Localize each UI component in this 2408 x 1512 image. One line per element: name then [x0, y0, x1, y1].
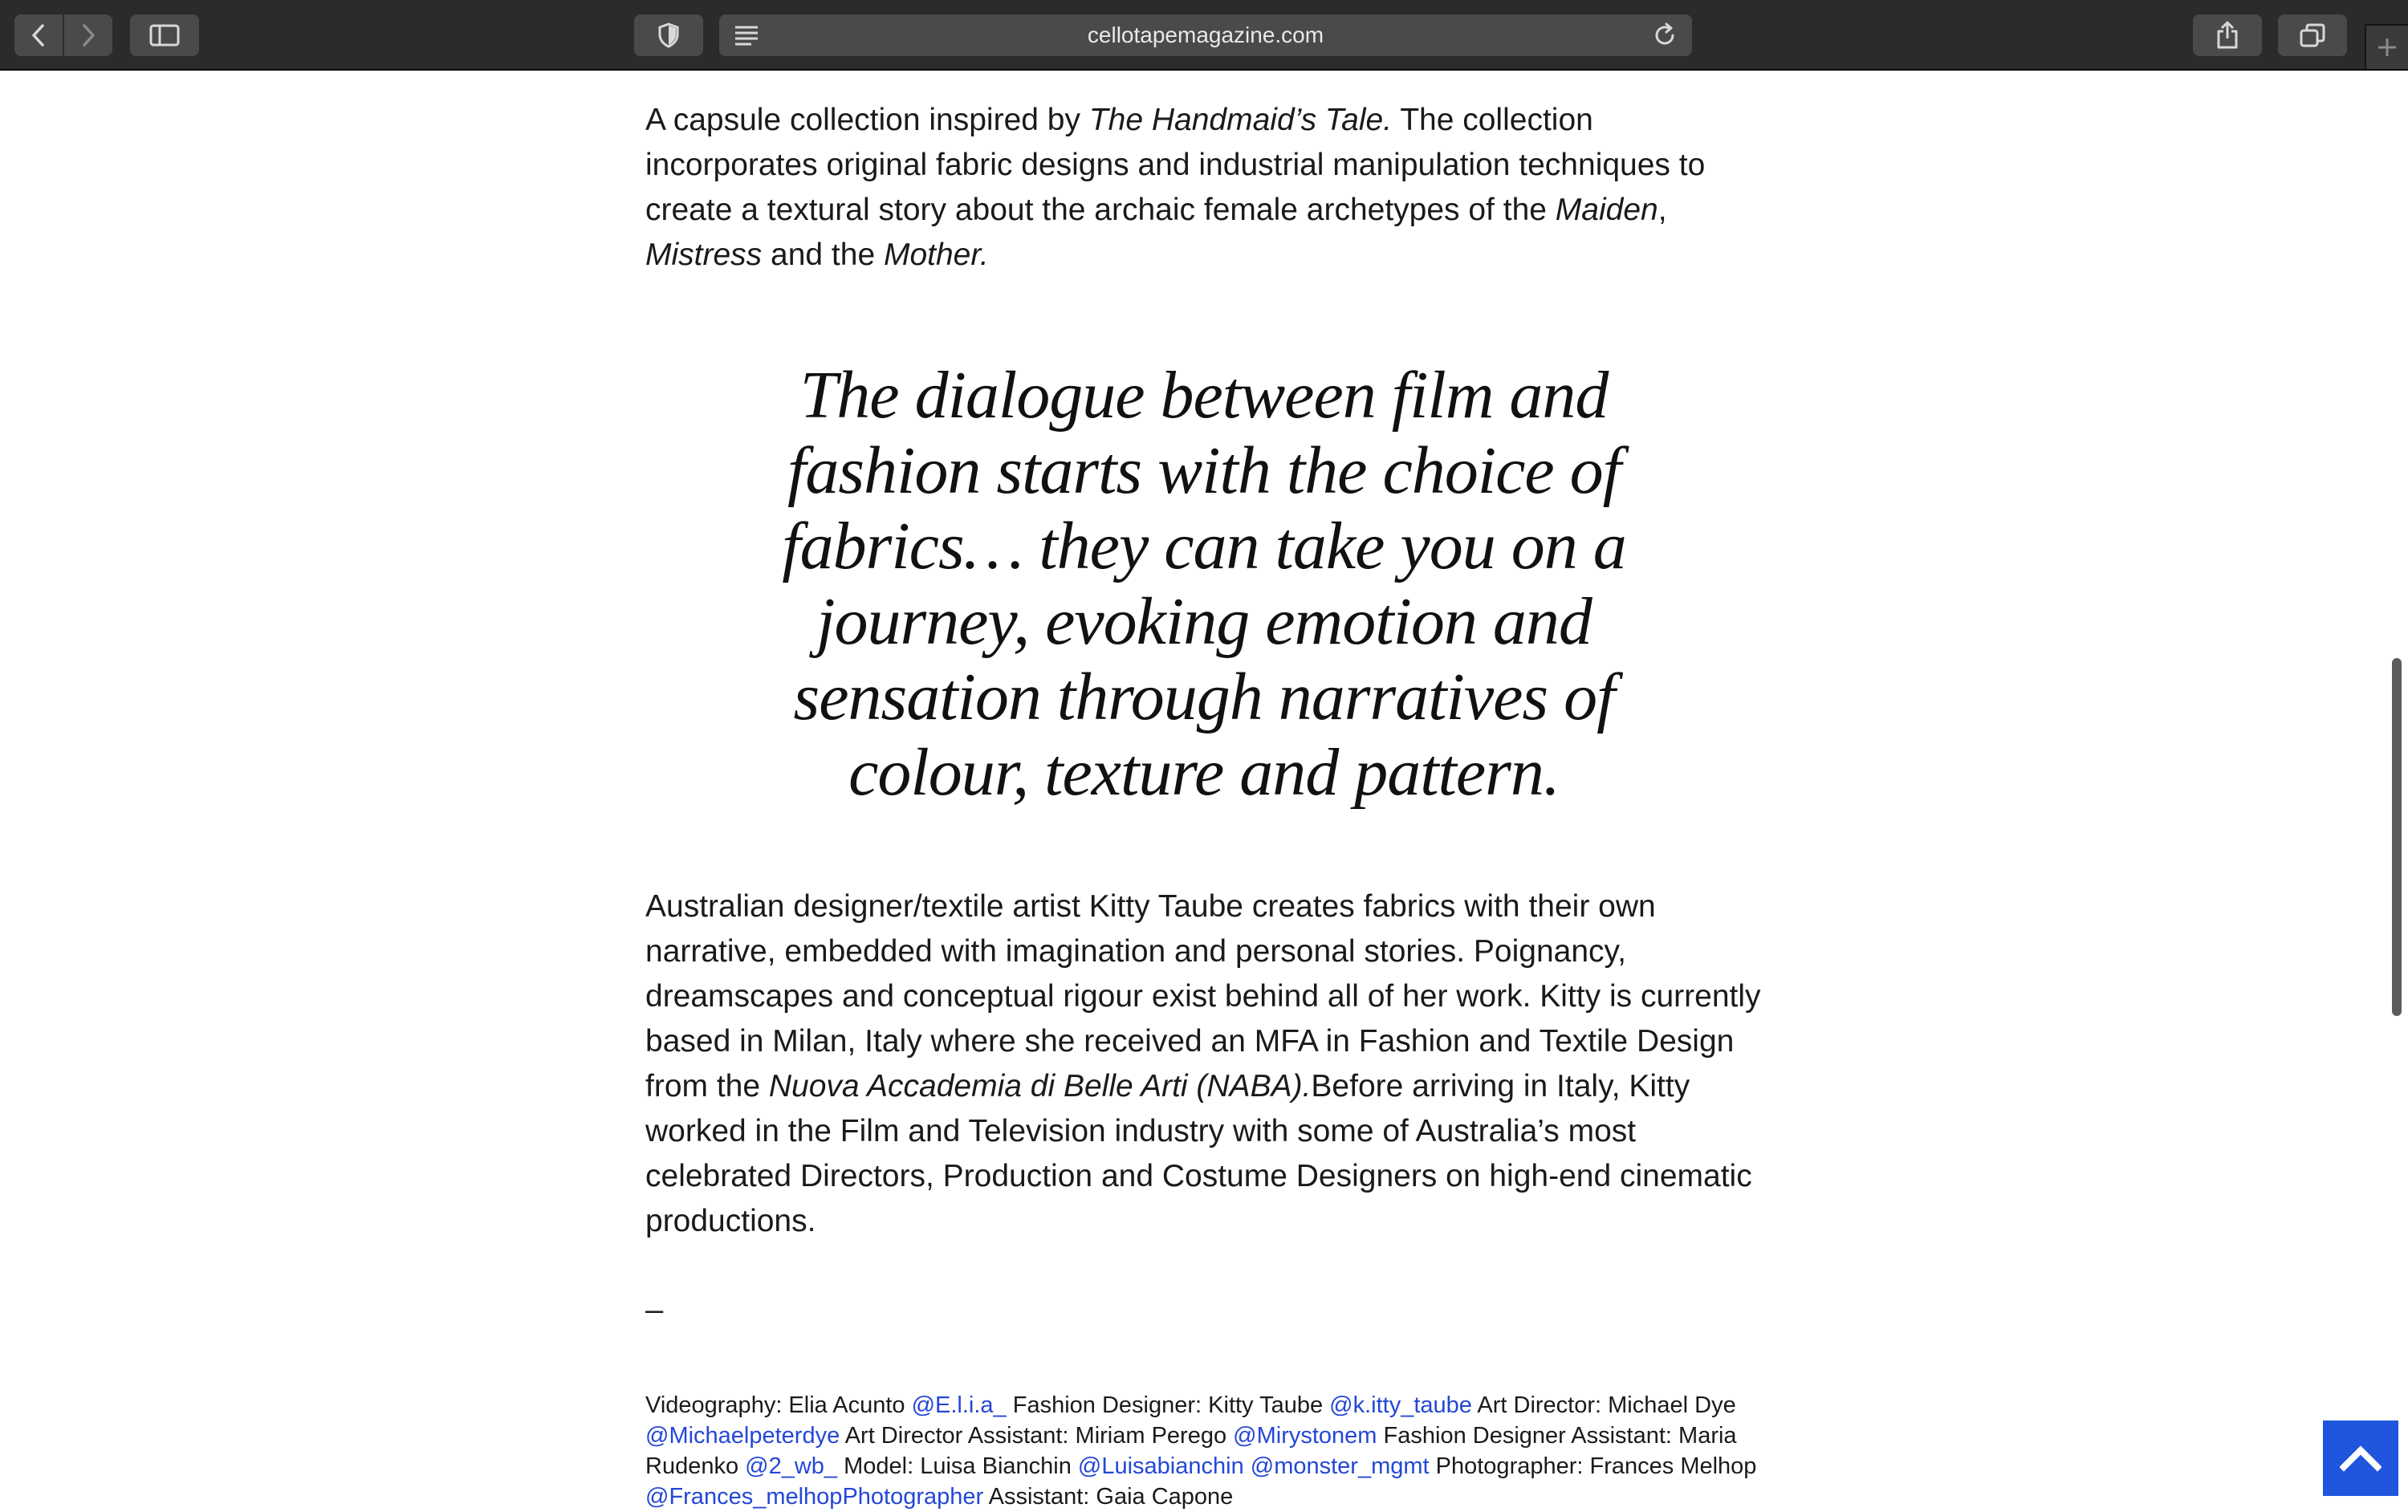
- chevron-right-icon: [79, 23, 97, 47]
- scrollbar-thumb[interactable]: [2392, 658, 2402, 1016]
- address-url[interactable]: cellotapemagazine.com: [1087, 22, 1324, 47]
- credit-link-agency[interactable]: @monster_mgmt: [1250, 1453, 1430, 1479]
- credit-link-designer[interactable]: @k.itty_taube: [1329, 1392, 1472, 1418]
- chevron-up-icon: [2340, 1445, 2382, 1472]
- pull-quote: The dialogue between film and fashion starts with the choice of fabrics… they can take you on a journey, evoking emotion and sensation through narratives of colour, texture and pattern.: [782, 358, 1626, 810]
- credit-text: [1244, 1453, 1251, 1479]
- credit-link-model[interactable]: @Luisabianchin: [1077, 1453, 1244, 1479]
- address-bar[interactable]: [719, 14, 1692, 56]
- credit-link-art-director[interactable]: @Michaelpeterdye: [645, 1423, 840, 1449]
- credit-text: Art Director: Michael Dye: [1471, 1392, 1736, 1418]
- chevron-left-icon: [30, 23, 47, 47]
- credits-paragraph: [645, 1390, 1769, 1512]
- school-name: Nuova Accademia di Belle Arti (NABA).: [768, 1069, 1312, 1104]
- bio-section: [645, 884, 1769, 1244]
- share-icon: [2215, 21, 2239, 50]
- article-body: [645, 98, 1769, 278]
- shield-icon: [657, 22, 680, 48]
- reload-icon[interactable]: [1652, 22, 1678, 48]
- credit-text: Assistant: Gaia Capone: [983, 1484, 1234, 1510]
- sidebar-icon: [149, 24, 180, 47]
- intro-text: A capsule collection inspired by: [645, 103, 1089, 137]
- credit-text: Model: Luisa Bianchin: [837, 1453, 1078, 1479]
- tab-overview-button[interactable]: [2278, 14, 2347, 56]
- intro-text: ,: [1658, 193, 1667, 227]
- intro-text: and the: [762, 238, 884, 272]
- sidebar-button[interactable]: [130, 14, 199, 56]
- back-button[interactable]: [14, 14, 63, 56]
- credit-text: Art Director Assistant: Miriam Perego: [840, 1423, 1234, 1449]
- credit-text: Photographer: Frances Melhop: [1429, 1453, 1757, 1479]
- bio-paragraph: [645, 884, 1769, 1244]
- intro-title-reference: The Handmaid’s Tale.: [1088, 103, 1393, 137]
- credit-link-art-director-assistant[interactable]: @Mirystonem: [1233, 1423, 1377, 1449]
- privacy-report-button[interactable]: [634, 14, 703, 56]
- credit-text: Fashion Designer Assistant: Maria Rudenko: [645, 1423, 1737, 1479]
- intro-paragraph: [645, 98, 1769, 278]
- share-button[interactable]: [2193, 14, 2262, 56]
- archetype-mistress: Mistress: [645, 238, 763, 272]
- plus-icon: [2377, 37, 2398, 58]
- credit-link-photographer[interactable]: @Frances_melhopPhotographer: [645, 1484, 984, 1510]
- scroll-to-top-button[interactable]: [2323, 1421, 2398, 1496]
- new-tab-button[interactable]: [2365, 24, 2408, 69]
- credit-text: Videography: Elia Acunto: [645, 1392, 912, 1418]
- forward-button[interactable]: [64, 14, 112, 56]
- archetype-mother: Mother.: [883, 238, 989, 272]
- section-separator: –: [645, 1292, 664, 1327]
- bio-text: Australian designer/textile artist Kitty Taube creates fabrics with their own narrative, embedded with imagination and personal stories. Poignancy, dreamscapes and conceptual rigour exist behind all of her work. Kitty is currently based in Milan, Italy where she received an MFA in Fashion and Textile Design from the: [645, 889, 1761, 1104]
- credit-text: Fashion Designer: Kitty Taube: [1006, 1392, 1330, 1418]
- tabs-overview-icon: [2300, 23, 2325, 47]
- credit-link-designer-assistant[interactable]: @2_wb_: [745, 1453, 838, 1479]
- archetype-maiden: Maiden: [1555, 193, 1658, 227]
- intro-text: The collection incorporates original fabric designs and industrial manipulation techniques to create a textural story about the archaic female archetypes of the: [645, 103, 1706, 227]
- credit-link-videographer[interactable]: @E.l.i.a_: [911, 1392, 1007, 1418]
- bio-text: Before arriving in Italy, Kitty worked in the Film and Television industry with some of Australia’s most celebrated Directors, Production and Costume Designers on high-end cinematic productions.: [645, 1069, 1752, 1238]
- browser-toolbar: [0, 0, 2408, 71]
